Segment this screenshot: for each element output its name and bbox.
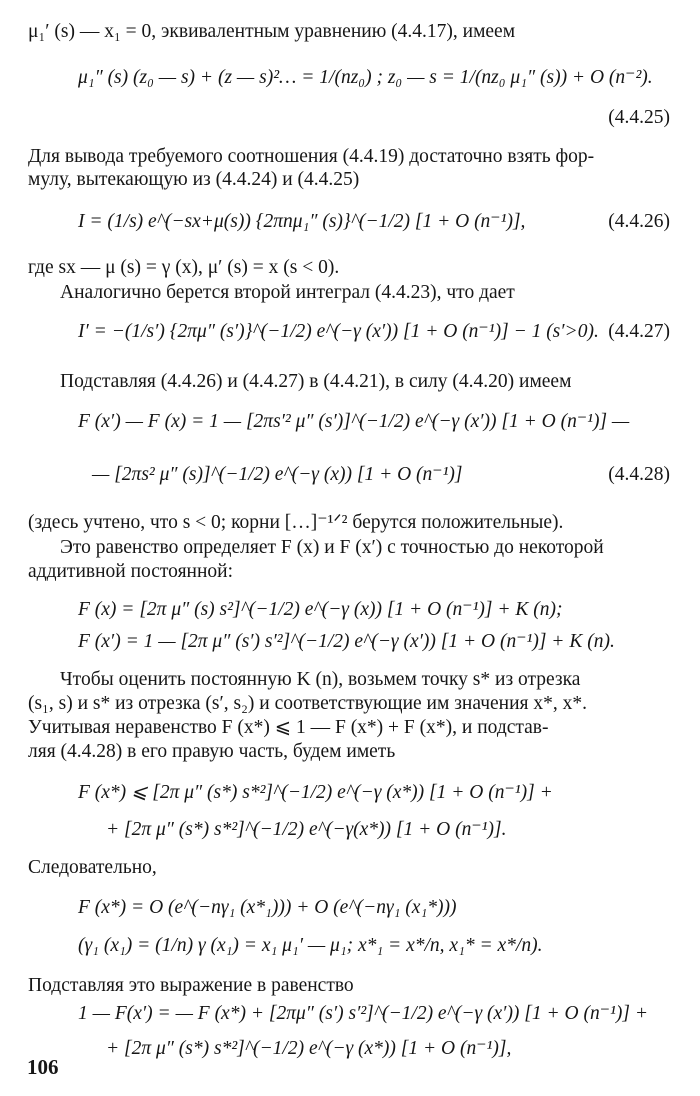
text-line: Аналогично берется второй интеграл (4.4.23), что дает bbox=[60, 282, 515, 303]
formula-line: F (x*) = O (e^(−nγ₁ (x*₁))) + O (e^(−nγ₁ (x₁*))) bbox=[78, 897, 457, 918]
formula-line: μ₁″ (s) (z₀ — s) + (z — s)²… = 1/(nz₀) ; z₀ — s = 1/(nz₀ μ₁″ (s)) + O (n⁻²). bbox=[78, 67, 653, 88]
formula-line: (γ₁ (x₁) = (1/n) γ (x₁) = x₁ μ₁′ — μ₁; x*₁ = x*/n, x₁* = x*/n). bbox=[78, 935, 543, 956]
equation-number: (4.4.26) bbox=[608, 211, 670, 232]
text-line: Подставляя (4.4.26) и (4.4.27) в (4.4.21), в силу (4.4.20) имеем bbox=[60, 371, 572, 392]
formula-line: I = (1/s) e^(−sx+μ(s)) {2πnμ₁″ (s)}^(−1/2) [1 + O (n⁻¹)], bbox=[78, 211, 526, 232]
equation-number: (4.4.28) bbox=[608, 464, 670, 485]
equation-number: (4.4.25) bbox=[608, 107, 670, 128]
text-line: Для вывода требуемого соотношения (4.4.19) достаточно взять фор- bbox=[28, 146, 595, 167]
formula-line: + [2π μ″ (s*) s*²]^(−1/2) e^(−γ (x*)) [1 + O (n⁻¹)], bbox=[106, 1038, 512, 1059]
text-line: Чтобы оценить постоянную K (n), возьмем точку s* из отрезка bbox=[60, 669, 581, 690]
formula-line: F (x) = [2π μ″ (s) s²]^(−1/2) e^(−γ (x)) [1 + O (n⁻¹)] + K (n); bbox=[78, 599, 563, 620]
formula-line: I′ = −(1/s′) {2πμ″ (s′)}^(−1/2) e^(−γ (x′)) [1 + O (n⁻¹)] − 1 (s′>0). bbox=[78, 321, 599, 342]
text-line: (здесь учтено, что s < 0; корни […]⁻¹ᐟ² берутся положительные). bbox=[28, 512, 564, 533]
equation-number: (4.4.27) bbox=[608, 321, 670, 342]
text-line: μ₁′ (s) — x₁ = 0, эквивалентным уравнению (4.4.17), имеем bbox=[28, 21, 516, 42]
text-line: Следовательно, bbox=[28, 857, 157, 878]
formula-line: F (x*) ⩽ [2π μ″ (s*) s*²]^(−1/2) e^(−γ (x*)) [1 + O (n⁻¹)] + bbox=[78, 782, 553, 803]
text-line: (s₁, s) и s* из отрезка (s′, s₂) и соответствующие им значения x*, x*. bbox=[28, 693, 588, 714]
text-line: ляя (4.4.28) в его правую часть, будем иметь bbox=[28, 741, 396, 762]
text-line: Это равенство определяет F (x) и F (x′) с точностью до некоторой bbox=[60, 537, 604, 558]
text-line: мулу, вытекающую из (4.4.24) и (4.4.25) bbox=[28, 169, 360, 190]
text-line: Учитывая неравенство F (x*) ⩽ 1 — F (x*) + F (x*), и подстав- bbox=[28, 717, 549, 738]
formula-line: F (x′) — F (x) = 1 — [2πs′² μ″ (s′)]^(−1/2) e^(−γ (x′)) [1 + O (n⁻¹)] — bbox=[78, 411, 630, 432]
formula-line: F (x′) = 1 — [2π μ″ (s′) s′²]^(−1/2) e^(−γ (x′)) [1 + O (n⁻¹)] + K (n). bbox=[78, 631, 615, 652]
formula-line: 1 — F(x′) = — F (x*) + [2πμ″ (s′) s′²]^(−1/2) e^(−γ (x′)) [1 + O (n⁻¹)] + bbox=[78, 1003, 649, 1024]
formula-line: + [2π μ″ (s*) s*²]^(−1/2) e^(−γ(x*)) [1 + O (n⁻¹)]. bbox=[106, 819, 507, 840]
formula-line: — [2πs² μ″ (s)]^(−1/2) e^(−γ (x)) [1 + O (n⁻¹)] bbox=[92, 464, 463, 485]
text-line: Подставляя это выражение в равенство bbox=[28, 975, 354, 996]
page-number: 106 bbox=[27, 1055, 59, 1079]
text-line: где sx — μ (s) = γ (x), μ′ (s) = x (s < 0). bbox=[28, 257, 340, 278]
text-line: аддитивной постоянной: bbox=[28, 561, 234, 582]
